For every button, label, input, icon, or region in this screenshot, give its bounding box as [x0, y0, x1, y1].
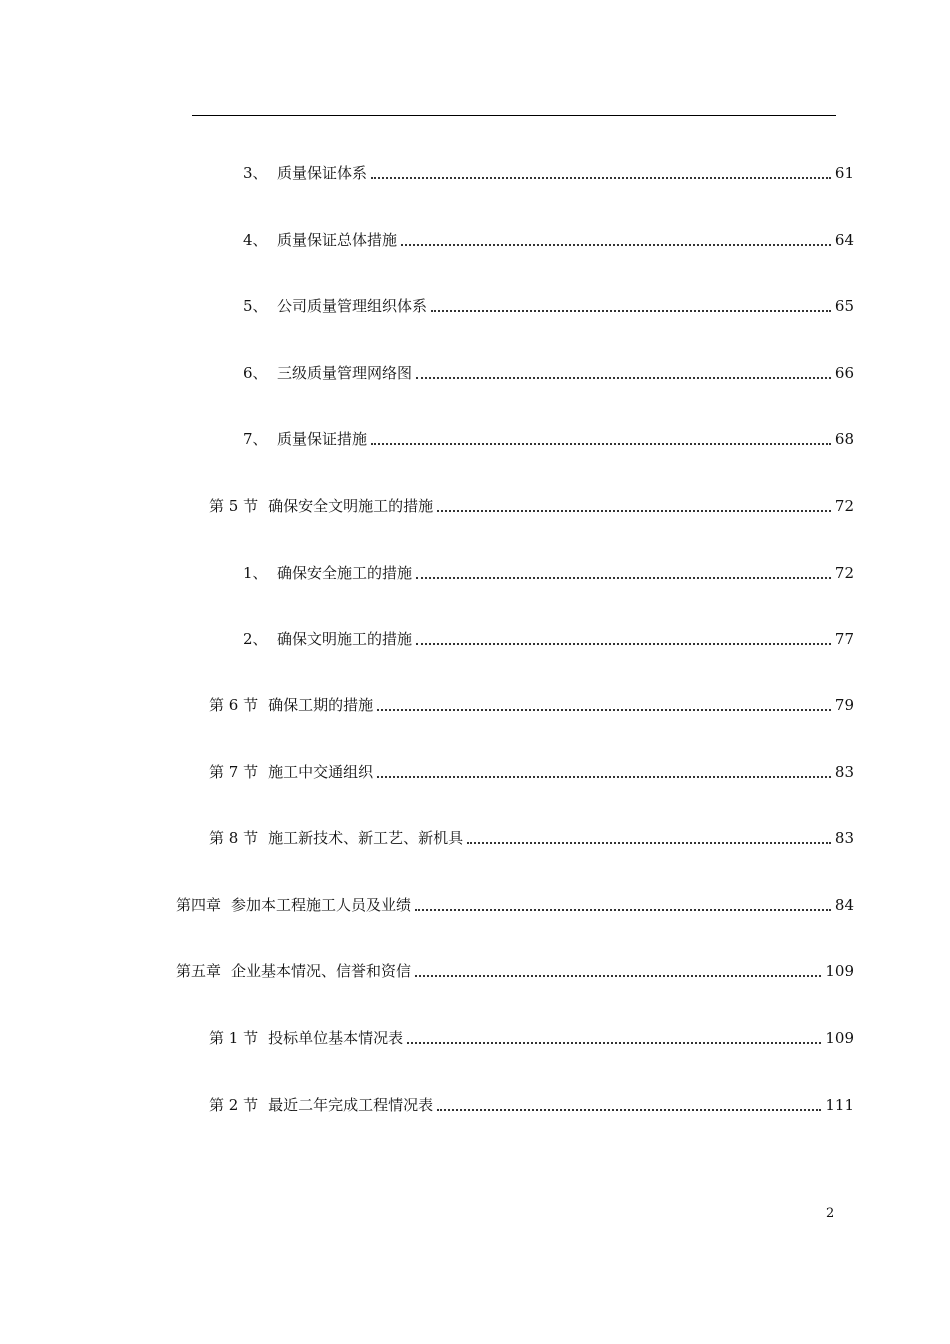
toc-entry-page: 65	[834, 297, 854, 315]
toc-entry-number: 第 6 节	[209, 696, 259, 714]
toc-entry-number: 7、	[243, 430, 268, 448]
toc-entry-page: 83	[834, 763, 854, 781]
toc-entry-page: 79	[834, 696, 854, 714]
toc-entry[interactable]	[243, 428, 854, 450]
dot-leader	[415, 909, 831, 911]
toc-entry[interactable]	[243, 362, 854, 384]
toc-entry[interactable]	[176, 960, 854, 982]
toc-entry-title: 企业基本情况、信誉和资信	[231, 962, 412, 980]
toc-entry-number: 5、	[243, 297, 268, 315]
toc-entry-page: 77	[834, 630, 854, 648]
toc-entry-number: 第 1 节	[209, 1029, 259, 1047]
toc-entry[interactable]	[243, 295, 854, 317]
header-rule	[192, 115, 836, 116]
dot-leader	[371, 443, 831, 445]
toc-entry-number: 6、	[243, 364, 268, 382]
dot-leader	[401, 244, 831, 246]
toc-entry-page: 68	[834, 430, 854, 448]
dot-leader	[437, 510, 831, 512]
toc-entry-title: 投标单位基本情况表	[268, 1029, 404, 1047]
toc-entry-page: 72	[834, 497, 854, 515]
toc-entry[interactable]	[209, 761, 854, 783]
toc-entry[interactable]	[209, 1027, 854, 1049]
toc-entry[interactable]	[243, 229, 854, 251]
dot-leader	[467, 842, 831, 844]
toc-entry[interactable]	[243, 162, 854, 184]
dot-leader	[371, 177, 831, 179]
toc-entry-title: 公司质量管理组织体系	[277, 297, 428, 315]
toc-entry-title: 施工中交通组织	[268, 763, 374, 781]
dot-leader	[377, 776, 831, 778]
dot-leader	[416, 643, 831, 645]
toc-entry-number: 第四章	[176, 896, 222, 914]
dot-leader	[416, 577, 831, 579]
toc-entry-number: 第 8 节	[209, 829, 259, 847]
toc-entry-number: 第五章	[176, 962, 222, 980]
toc-entry-title: 质量保证体系	[277, 164, 368, 182]
toc-entry-page: 109	[825, 962, 854, 980]
toc-entry-page: 66	[834, 364, 854, 382]
toc-entry-number: 2、	[243, 630, 268, 648]
toc-entry-page: 111	[825, 1096, 854, 1114]
toc-entry[interactable]	[209, 694, 854, 716]
toc-entry-number: 第 7 节	[209, 763, 259, 781]
toc-entry[interactable]	[243, 628, 854, 650]
toc-entry-number: 第 2 节	[209, 1096, 259, 1114]
toc-entry-number: 3、	[243, 164, 268, 182]
toc-entry-number: 第 5 节	[209, 497, 259, 515]
toc-entry[interactable]	[209, 1094, 854, 1116]
toc-entry[interactable]	[209, 495, 854, 517]
toc-entry-title: 质量保证措施	[277, 430, 368, 448]
toc-entry-title: 施工新技术、新工艺、新机具	[268, 829, 464, 847]
toc-entry-title: 质量保证总体措施	[277, 231, 398, 249]
toc-entry-number: 1、	[243, 564, 268, 582]
dot-leader	[437, 1109, 821, 1111]
toc-entry[interactable]	[243, 562, 854, 584]
toc-entry-title: 确保文明施工的措施	[277, 630, 413, 648]
toc-entry-page: 83	[834, 829, 854, 847]
toc-entry-page: 61	[834, 164, 854, 182]
dot-leader	[377, 709, 831, 711]
dot-leader	[415, 975, 821, 977]
toc-entry-page: 72	[834, 564, 854, 582]
toc-entry-title: 最近二年完成工程情况表	[268, 1096, 434, 1114]
toc-entry-title: 参加本工程施工人员及业绩	[231, 896, 412, 914]
toc-entry-page: 109	[825, 1029, 854, 1047]
toc-entry-title: 确保安全文明施工的措施	[268, 497, 434, 515]
toc-entry-page: 84	[834, 896, 854, 914]
page-number: 2	[826, 1206, 835, 1221]
toc-entry-number: 4、	[243, 231, 268, 249]
toc-entry[interactable]	[209, 827, 854, 849]
toc-entry-title: 确保工期的措施	[268, 696, 374, 714]
toc-entry-title: 确保安全施工的措施	[277, 564, 413, 582]
toc-entry-page: 64	[834, 231, 854, 249]
dot-leader	[407, 1042, 821, 1044]
toc-entry-title: 三级质量管理网络图	[277, 364, 413, 382]
toc-entry[interactable]	[176, 894, 854, 916]
dot-leader	[431, 310, 831, 312]
dot-leader	[416, 377, 831, 379]
